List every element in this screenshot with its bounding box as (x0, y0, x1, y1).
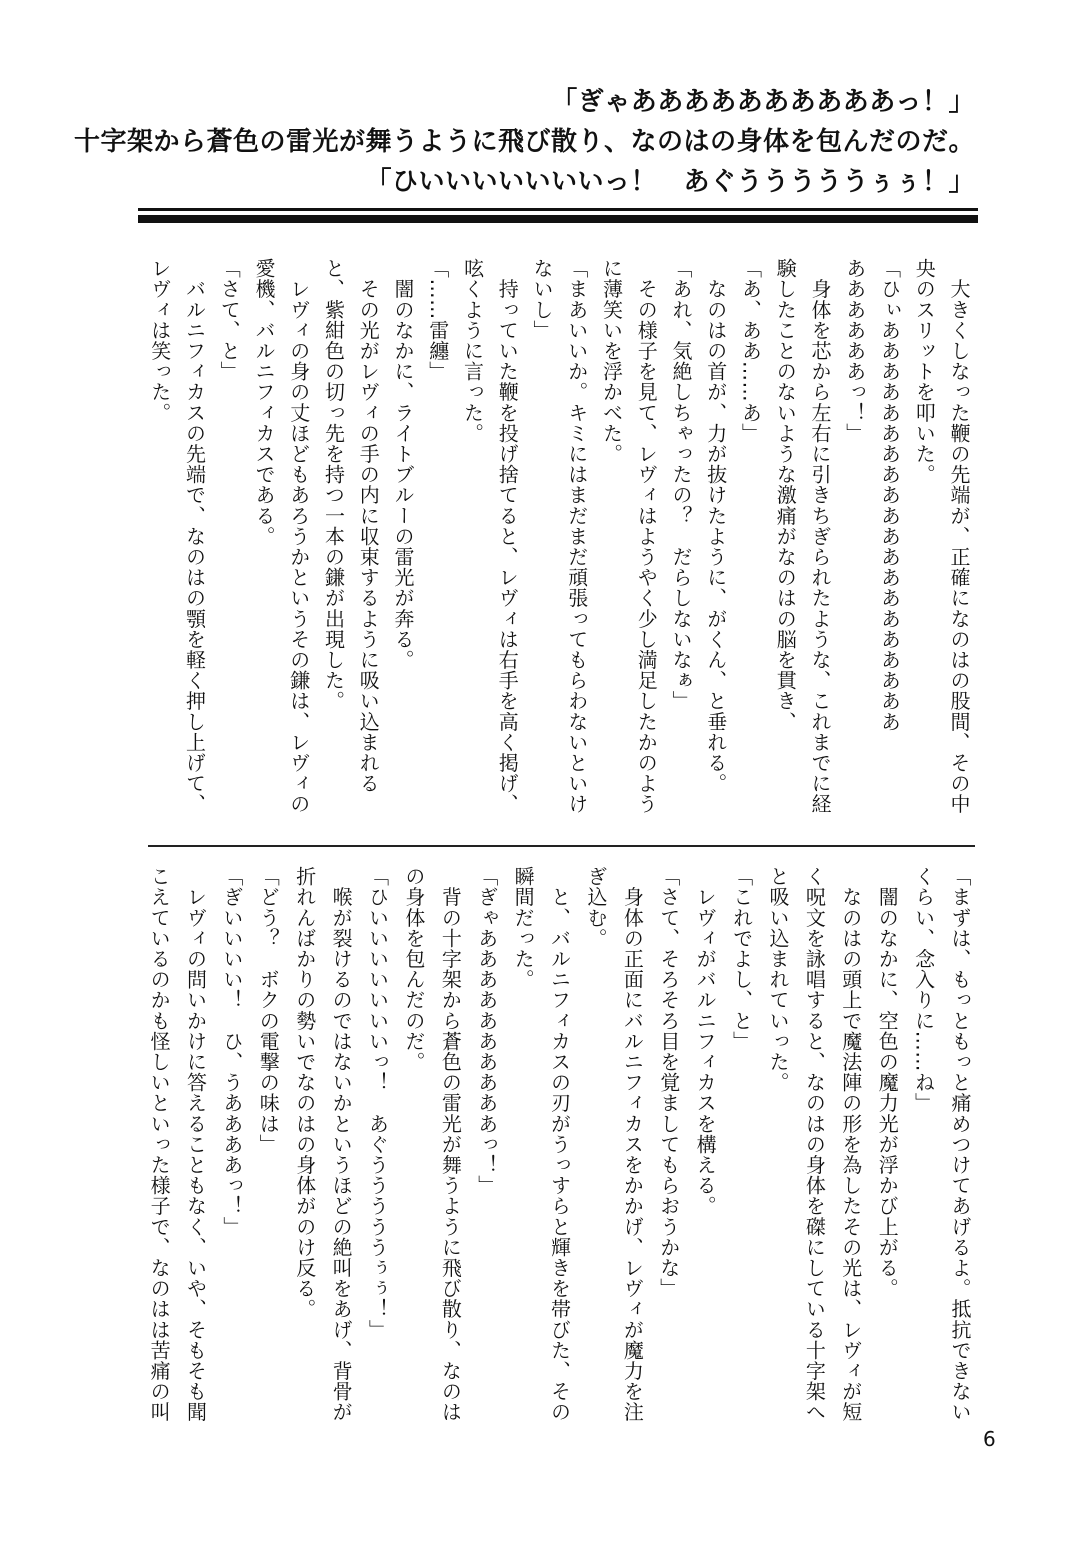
text-column: バルニフィカスの先端で、なのはの顎を軽く押し上げて、 (182, 258, 207, 815)
section-divider (148, 845, 975, 847)
text-column: 「さて、そろそろ目を覚ましてもらおうかな」 (656, 866, 681, 1299)
text-column: 持っていた鞭を投げ捨てると、レヴィは右手を高く掲げ、 (495, 258, 520, 815)
text-column: と、紫紺色の切っ先を持つ一本の鎌が出現した。 (321, 258, 346, 712)
text-column: 「これでよし、と」 (729, 866, 754, 1052)
text-column: に薄笑いを浮かべた。 (599, 258, 624, 464)
text-column: 折れんばかりの勢いでなのはの身体がのけ反る。 (292, 866, 317, 1320)
text-column: く呪文を詠唱すると、なのはの身体を磔にしている十字架へ (802, 866, 827, 1423)
header-line: 「ひいいいいいいいっ！ あぐうううううぅぅ！」 (365, 167, 975, 197)
text-column: なのはの頭上で魔法陣の形を為したその光は、レヴィが短 (838, 866, 863, 1423)
text-column: 身体を芯から左右に引きちぎられたような、これまでに経 (808, 258, 832, 815)
header-rule-thin (138, 208, 978, 211)
text-column: その光がレヴィの手の内に収束するように吸い込まれる (356, 258, 381, 794)
text-column: 験したことのないような激痛がなのはの脳を貫き、 (773, 258, 798, 732)
text-column: 央のスリットを叩いた。 (912, 258, 937, 485)
text-column: 背の十字架から蒼色の雷光が舞うように飛び散り、なのは (438, 866, 463, 1423)
text-column: 「まずは、もっともっと痛めつけてあげるよ。抵抗できない (948, 866, 972, 1423)
text-column: と吸い込まれていった。 (765, 866, 790, 1093)
text-column: 「どう？ ボクの電撃の味は」 (256, 866, 281, 1155)
header-line: 「ぎゃああああああああああっ！」 (551, 87, 975, 117)
text-column: 呟くように言った。 (460, 258, 485, 444)
text-column: と、バルニフィカスの刃がうっすらと輝きを帯びた、その (547, 866, 572, 1423)
text-column: 「あ、ああ……あ」 (738, 258, 763, 444)
text-column: 身体の正面にバルニフィカスをかかげ、レヴィが魔力を注 (620, 866, 645, 1423)
text-column: レヴィは笑った。 (147, 258, 172, 423)
text-column: 「さて、と」 (217, 258, 242, 382)
text-column: 「あれ、気絶しちゃったの？ だらしないなぁ」 (669, 258, 693, 712)
text-column: 愛機、バルニフィカスである。 (252, 258, 276, 547)
text-column: その様子を見て、レヴィはようやく少し満足したかのよう (634, 258, 659, 815)
text-column: 「……雷纏」 (425, 258, 450, 382)
top-text-block (142, 258, 976, 838)
text-column: 闇のなかに、空色の魔力光が浮かび上がる。 (875, 866, 900, 1299)
bottom-text-block (140, 866, 978, 1436)
text-column: 「ぎいいいい！ ひ、うああああっ！」 (219, 866, 244, 1237)
text-column: 「まあいいか。キミにはまだまだ頑張ってもらわないといけ (564, 258, 589, 815)
text-column: 瞬間だった。 (511, 866, 536, 990)
text-column: なのはの首が、力が抜けたように、がくん、と垂れる。 (703, 258, 728, 794)
text-column: くらい、念入りに……ね」 (911, 866, 936, 1114)
text-column: レヴィの問いかけに答えることもなく、いや、そもそも聞 (183, 866, 208, 1423)
text-column: 「ひいいいいいいいっ！ あぐうううううぅぅ！」 (365, 866, 390, 1340)
header-line: 十字架から蒼色の雷光が舞うように飛び散り、なのはの身体を包んだのだ。 (73, 127, 975, 157)
text-column: こえているのかも怪しいといった様子で、なのはは苦痛の叫 (147, 866, 172, 1423)
header-excerpt (74, 82, 975, 202)
text-column: 「ひぃああああああああああああああああああああ (877, 258, 902, 732)
text-column: の身体を包んだのだ。 (401, 866, 426, 1072)
page-number: 6 (983, 1427, 996, 1451)
header-rule-thick (138, 215, 978, 223)
text-column: 「ぎゃああああああああああっ！」 (474, 866, 499, 1196)
text-column: ああああああっ！」 (842, 258, 867, 444)
text-column: レヴィがバルニフィカスを構える。 (693, 866, 718, 1217)
text-column: ぎ込む。 (583, 866, 608, 949)
text-column: 闇のなかに、ライトブルーの雷光が奔る。 (391, 258, 415, 670)
text-column: ないし」 (530, 258, 554, 341)
text-column: レヴィの身の丈ほどもあろうかというその鎌は、レヴィの (286, 258, 311, 815)
text-column: 喉が裂けるのではないかというほどの絶叫をあげ、背骨が (329, 866, 354, 1423)
text-column: 大きくしなった鞭の先端が、正確になのはの股間、その中 (947, 258, 971, 815)
